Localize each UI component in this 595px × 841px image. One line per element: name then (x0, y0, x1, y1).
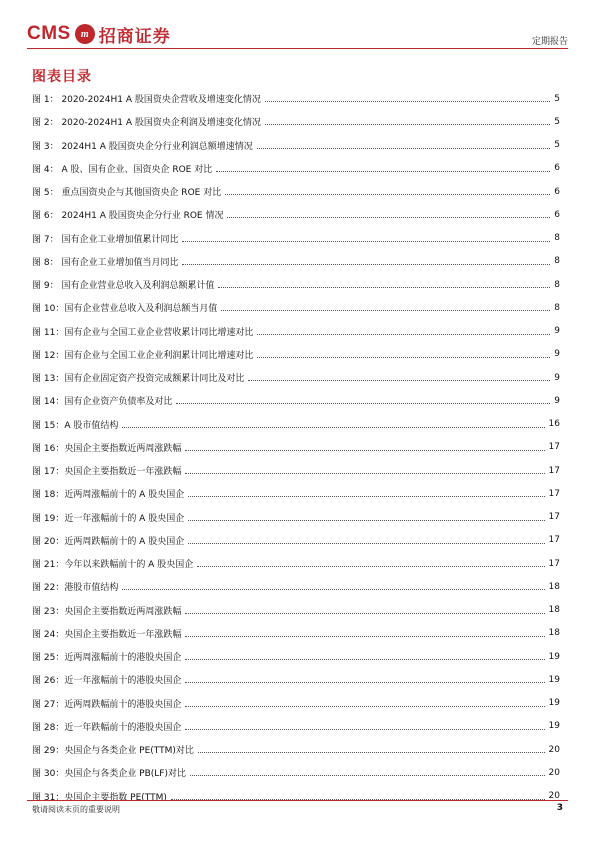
toc-entry[interactable] (32, 203, 560, 226)
toc-entry-label[interactable]: 图 25：近两周涨幅前十的港股央国企 (32, 653, 182, 664)
toc-entry[interactable] (32, 645, 560, 668)
toc-entry-page[interactable]: 19 (548, 674, 560, 685)
toc-entry[interactable] (32, 366, 560, 389)
toc-leader-dots (257, 357, 550, 358)
toc-entry-label[interactable]: 图 15：A 股市值结构 (32, 420, 119, 431)
toc-leader-dots (122, 589, 544, 590)
toc-entry-page[interactable]: 9 (554, 372, 560, 383)
toc-entry-page[interactable]: 8 (554, 279, 560, 290)
page-header (27, 20, 568, 50)
toc-entry-page[interactable]: 17 (548, 558, 560, 569)
toc-entry[interactable] (32, 506, 560, 529)
toc-entry-page[interactable]: 20 (548, 767, 560, 778)
toc-entry-label[interactable]: 图 4： A 股、国有企业、国资央企 ROE 对比 (32, 164, 213, 175)
toc-leader-dots (221, 310, 550, 311)
toc-entry-page[interactable]: 5 (554, 93, 560, 104)
footer-divider (27, 800, 568, 801)
toc-title: 图表目录 (32, 69, 92, 85)
header-divider (27, 48, 568, 49)
toc-entry-page[interactable]: 20 (548, 791, 560, 802)
toc-entry[interactable] (32, 87, 560, 110)
toc-leader-dots (227, 217, 550, 218)
toc-entry[interactable] (32, 296, 560, 319)
toc-entry-page[interactable]: 8 (554, 302, 560, 313)
toc-leader-dots (216, 171, 550, 172)
toc-leader-dots (185, 659, 544, 660)
logo-company-name: 招商证券 (98, 26, 171, 47)
toc-entry-page[interactable]: 6 (554, 209, 560, 220)
toc-entry-label[interactable]: 图 23：央国企主要指数近两周涨跌幅 (32, 606, 182, 617)
toc-entry-label[interactable]: 图 30：央国企与各类企业 PB(LF)对比 (32, 769, 186, 780)
toc-entry[interactable] (32, 134, 560, 157)
toc-entry-label[interactable]: 图 19：近一年涨幅前十的 A 股央国企 (32, 513, 185, 524)
toc-entry[interactable] (32, 622, 560, 645)
toc-entry[interactable] (32, 413, 560, 436)
footer-disclaimer: 敬请阅读末页的重要说明 (32, 805, 120, 814)
toc-leader-dots (225, 194, 550, 195)
toc-entry-label[interactable]: 图 26：近一年涨幅前十的港股央国企 (32, 676, 182, 687)
toc-leader-dots (185, 450, 544, 451)
toc-leader-dots (218, 287, 550, 288)
toc-entry-page[interactable]: 17 (548, 442, 560, 453)
toc-entry-label[interactable]: 图 10：国有企业营业总收入及利润总额当月值 (32, 304, 218, 315)
toc-entry-label[interactable]: 图 16：央国企主要指数近两周涨跌幅 (32, 443, 182, 454)
toc-leader-dots (265, 101, 550, 102)
toc-entry-label[interactable]: 图 22：港股市值结构 (32, 583, 119, 594)
toc-entry[interactable] (32, 668, 560, 691)
toc-entry[interactable] (32, 320, 560, 343)
toc-entry-page[interactable]: 18 (548, 581, 560, 592)
toc-entry-label[interactable]: 图 20：近两周跌幅前十的 A 股央国企 (32, 536, 185, 547)
toc-entry-label[interactable]: 图 31：央国企主要指数 PE(TTM) (32, 792, 167, 803)
toc-leader-dots (257, 334, 550, 335)
toc-leader-dots (122, 427, 544, 428)
toc-entry-page[interactable]: 8 (554, 233, 560, 244)
toc-entry-label[interactable]: 图 7： 国有企业工业增加值累计同比 (32, 234, 179, 245)
toc-entry-label[interactable]: 图 18：近两周涨幅前十的 A 股央国企 (32, 490, 185, 501)
toc-entry-page[interactable]: 18 (548, 605, 560, 616)
toc-entry-page[interactable]: 19 (548, 721, 560, 732)
toc-leader-dots (257, 148, 551, 149)
toc-leader-dots (190, 775, 545, 776)
toc-entry-label[interactable]: 图 27：近两周跌幅前十的港股央国企 (32, 699, 182, 710)
toc-entry-page[interactable]: 17 (548, 512, 560, 523)
report-type: 定期报告 (531, 37, 568, 47)
toc-leader-dots (198, 752, 545, 753)
toc-entry-label[interactable]: 图 28：近一年跌幅前十的港股央国企 (32, 722, 182, 733)
toc-entry-page[interactable]: 9 (554, 395, 560, 406)
toc-leader-dots (197, 566, 544, 567)
toc-leader-dots (248, 380, 550, 381)
toc-leader-dots (185, 636, 544, 637)
toc-entry[interactable] (32, 529, 560, 552)
toc-entry-page[interactable]: 20 (548, 744, 560, 755)
toc-entry-label[interactable]: 图 1： 2020-2024H1 A 股国资央企营收及增速变化情况 (32, 95, 261, 106)
toc-entry[interactable] (32, 552, 560, 575)
toc-leader-dots (188, 543, 544, 544)
toc-entry-page[interactable]: 18 (548, 628, 560, 639)
logo-text: CMS (27, 23, 71, 44)
toc-entry[interactable] (32, 110, 560, 133)
toc-entry-label[interactable]: 图 6： 2024H1 A 股国资央企分行业 ROE 情况 (32, 211, 224, 222)
toc-entry[interactable] (32, 482, 560, 505)
toc-leader-dots (188, 520, 544, 521)
toc-leader-dots (185, 613, 544, 614)
toc-entry-page[interactable]: 9 (554, 326, 560, 337)
toc-leader-dots (185, 473, 544, 474)
toc-entry-page[interactable]: 5 (554, 116, 560, 127)
toc-entry-page[interactable]: 9 (554, 349, 560, 360)
toc-entry[interactable] (32, 459, 560, 482)
page-number: 3 (556, 803, 563, 813)
toc-entry-label[interactable]: 图 14：国有企业资产负债率及对比 (32, 397, 173, 408)
toc-leader-dots (265, 124, 550, 125)
toc-leader-dots (185, 682, 544, 683)
toc-leader-dots (185, 706, 544, 707)
toc-entry[interactable] (32, 227, 560, 250)
toc-entry-label[interactable]: 图 17：央国企主要指数近一年涨跌幅 (32, 467, 182, 478)
toc-entry-label[interactable]: 图 9： 国有企业营业总收入及利润总额累计值 (32, 281, 215, 292)
toc-entry-page[interactable]: 19 (548, 698, 560, 709)
toc-entry-label[interactable]: 图 12：国有企业与全国工业企业利润累计同比增速对比 (32, 350, 254, 361)
toc-entry-label[interactable]: 图 8： 国有企业工业增加值当月同比 (32, 257, 179, 268)
toc-leader-dots (176, 403, 550, 404)
toc-leader-dots (182, 241, 550, 242)
toc-leader-dots (185, 729, 544, 730)
toc-entry[interactable] (32, 761, 560, 784)
toc-entry[interactable] (32, 692, 560, 715)
figure-list (32, 87, 560, 808)
toc-entry-page[interactable]: 17 (548, 535, 560, 546)
toc-entry[interactable] (32, 273, 560, 296)
toc-entry-page[interactable]: 8 (554, 256, 560, 267)
toc-leader-dots (188, 496, 544, 497)
toc-entry[interactable] (32, 575, 560, 598)
toc-entry-label[interactable]: 图 21：今年以来跌幅前十的 A 股央国企 (32, 560, 194, 571)
toc-entry[interactable] (32, 389, 560, 412)
toc-entry[interactable] (32, 738, 560, 761)
toc-entry-label[interactable]: 图 29：央国企与各类企业 PE(TTM)对比 (32, 746, 194, 757)
toc-entry-page[interactable]: 17 (548, 488, 560, 499)
toc-entry-label[interactable]: 图 2： 2020-2024H1 A 股国资央企利润及增速变化情况 (32, 118, 261, 129)
toc-entry-page[interactable]: 19 (548, 651, 560, 662)
cms-logo (27, 20, 171, 48)
toc-entry-label[interactable]: 图 13：国有企业固定资产投资完成额累计同比及对比 (32, 374, 245, 385)
toc-entry[interactable] (32, 599, 560, 622)
toc-entry-page[interactable]: 5 (554, 140, 560, 151)
toc-entry-label[interactable]: 图 24：央国企主要指数近一年涨跌幅 (32, 629, 182, 640)
toc-entry-page[interactable]: 16 (548, 419, 560, 430)
toc-entry-label[interactable]: 图 11：国有企业与全国工业企业营收累计同比增速对比 (32, 327, 254, 338)
toc-entry[interactable] (32, 436, 560, 459)
toc-entry-label[interactable]: 图 3： 2024H1 A 股国资央企分行业利润总额增速情况 (32, 141, 253, 152)
toc-entry-label[interactable]: 图 5： 重点国资央企与其他国资央企 ROE 对比 (32, 188, 222, 199)
toc-leader-dots (182, 264, 550, 265)
toc-entry[interactable] (32, 250, 560, 273)
toc-entry[interactable] (32, 343, 560, 366)
toc-entry[interactable] (32, 180, 560, 203)
toc-entry-page[interactable]: 17 (548, 465, 560, 476)
toc-entry-page[interactable]: 6 (554, 163, 560, 174)
toc-entry[interactable] (32, 157, 560, 180)
toc-entry[interactable] (32, 715, 560, 738)
toc-entry-page[interactable]: 6 (554, 186, 560, 197)
logo-badge-icon: m (75, 24, 95, 44)
